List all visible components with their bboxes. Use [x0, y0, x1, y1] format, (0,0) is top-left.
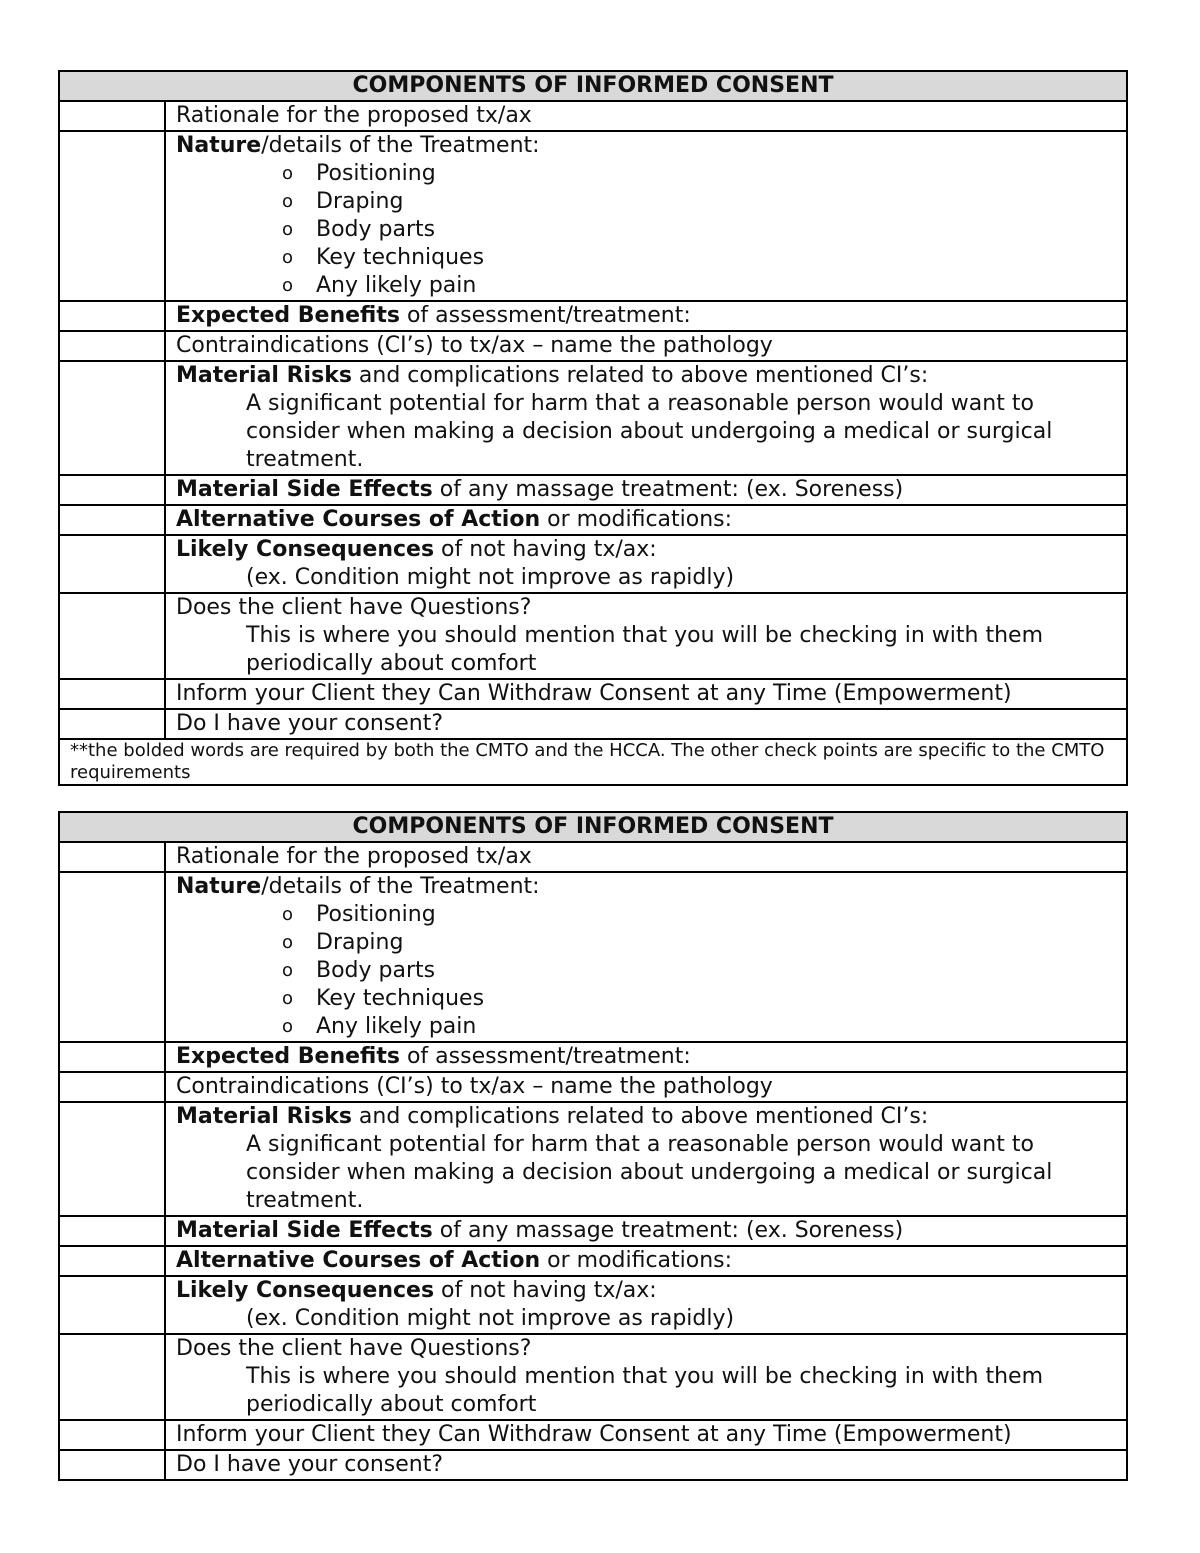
item-text: Likely Consequences of not having tx/ax: (ex. Condition might not improve as rapidly)	[165, 1276, 1127, 1334]
check-cell[interactable]	[59, 679, 165, 709]
item-text: Expected Benefits of assessment/treatment:	[165, 1042, 1127, 1072]
check-cell[interactable]	[59, 1420, 165, 1450]
check-cell[interactable]	[59, 1334, 165, 1420]
row-withdraw	[59, 679, 1127, 709]
bold-term: Nature	[176, 133, 262, 158]
check-cell[interactable]	[59, 1102, 165, 1216]
check-cell[interactable]	[59, 131, 165, 301]
row-consent	[59, 1450, 1127, 1480]
bold-term: Nature	[176, 874, 262, 899]
list-item: o Key techniques	[282, 986, 485, 1011]
item-text: Alternative Courses of Action or modifications:	[165, 1246, 1127, 1276]
bold-term: Material Side Effects	[176, 477, 433, 502]
item-text: Do I have your consent?	[165, 1450, 1127, 1480]
item-detail: A significant potential for harm that a reasonable person would want to consider when making a decision about undergoing a medical or surgical treatment.	[246, 391, 1053, 472]
row-side-effects	[59, 1216, 1127, 1246]
item-text: Rationale for the proposed tx/ax	[165, 842, 1127, 872]
item-text: Material Risks and complications related to above mentioned CI’s: A significant potential for harm that a reasonable person would want to consider when making a decision about undergoing a medical or surgical treatment.	[165, 361, 1127, 475]
consent-checklist-table-1	[58, 70, 1128, 786]
bullet-icon: o	[282, 932, 294, 953]
item-text: Expected Benefits of assessment/treatment:	[165, 301, 1127, 331]
row-consent	[59, 709, 1127, 739]
list-item: o Draping	[282, 189, 404, 214]
item-text: Material Risks and complications related to above mentioned CI’s: A significant potential for harm that a reasonable person would want to consider when making a decision about undergoing a medical or surgical treatment.	[165, 1102, 1127, 1216]
row-benefits	[59, 1042, 1127, 1072]
bold-term: Expected Benefits	[176, 1044, 400, 1069]
check-cell[interactable]	[59, 535, 165, 593]
bullet-icon: o	[282, 988, 294, 1009]
item-text: Does the client have Questions? This is where you should mention that you will be checking in with them periodically about comfort	[165, 593, 1127, 679]
list-item: o Key techniques	[282, 245, 485, 270]
table-header: COMPONENTS OF INFORMED CONSENT	[59, 812, 1127, 842]
check-cell[interactable]	[59, 1216, 165, 1246]
row-alternatives	[59, 1246, 1127, 1276]
row-questions	[59, 1334, 1127, 1420]
item-text: Material Side Effects of any massage treatment: (ex. Soreness)	[165, 475, 1127, 505]
check-cell[interactable]	[59, 593, 165, 679]
treatment-details-list	[176, 901, 1116, 1041]
check-cell[interactable]	[59, 1276, 165, 1334]
list-item: o Body parts	[282, 958, 436, 983]
row-consequences	[59, 1276, 1127, 1334]
check-cell[interactable]	[59, 361, 165, 475]
item-text: Alternative Courses of Action or modifications:	[165, 505, 1127, 535]
item-detail: This is where you should mention that you will be checking in with them periodically about comfort	[246, 1364, 1043, 1417]
bullet-icon: o	[282, 904, 294, 925]
row-side-effects	[59, 475, 1127, 505]
bold-term: Material Risks	[176, 363, 352, 388]
item-text: Inform your Client they Can Withdraw Consent at any Time (Empowerment)	[165, 679, 1127, 709]
item-detail: (ex. Condition might not improve as rapidly)	[246, 565, 735, 590]
list-item: o Positioning	[282, 161, 436, 186]
row-benefits	[59, 301, 1127, 331]
check-cell[interactable]	[59, 1072, 165, 1102]
item-text: Nature/details of the Treatment: o Positioning o Draping o Body parts o Key techniques o Any likely pain	[165, 131, 1127, 301]
list-item: o Positioning	[282, 902, 436, 927]
check-cell[interactable]	[59, 872, 165, 1042]
bullet-icon: o	[282, 163, 294, 184]
list-item: o Draping	[282, 930, 404, 955]
row-risks	[59, 361, 1127, 475]
check-cell[interactable]	[59, 475, 165, 505]
list-item: o Any likely pain	[282, 1014, 477, 1039]
bold-term: Alternative Courses of Action	[176, 507, 541, 532]
bullet-icon: o	[282, 219, 294, 240]
bullet-icon: o	[282, 1016, 294, 1037]
treatment-details-list	[176, 160, 1116, 300]
row-footnote	[59, 739, 1127, 785]
row-risks	[59, 1102, 1127, 1216]
row-contraindications	[59, 331, 1127, 361]
check-cell[interactable]	[59, 331, 165, 361]
list-item: o Any likely pain	[282, 273, 477, 298]
item-text: Inform your Client they Can Withdraw Consent at any Time (Empowerment)	[165, 1420, 1127, 1450]
item-text: Rationale for the proposed tx/ax	[165, 101, 1127, 131]
bullet-icon: o	[282, 960, 294, 981]
row-consequences	[59, 535, 1127, 593]
item-text: Likely Consequences of not having tx/ax: (ex. Condition might not improve as rapidly)	[165, 535, 1127, 593]
check-cell[interactable]	[59, 1042, 165, 1072]
check-cell[interactable]	[59, 101, 165, 131]
item-detail: A significant potential for harm that a reasonable person would want to consider when making a decision about undergoing a medical or surgical treatment.	[246, 1132, 1053, 1213]
row-nature	[59, 872, 1127, 1042]
check-cell[interactable]	[59, 842, 165, 872]
row-contraindications	[59, 1072, 1127, 1102]
item-text: Contraindications (CI’s) to tx/ax – name the pathology	[165, 331, 1127, 361]
bullet-icon: o	[282, 275, 294, 296]
item-text: Contraindications (CI’s) to tx/ax – name the pathology	[165, 1072, 1127, 1102]
row-rationale	[59, 101, 1127, 131]
table-header: COMPONENTS OF INFORMED CONSENT	[59, 71, 1127, 101]
bold-term: Material Side Effects	[176, 1218, 433, 1243]
bold-term: Alternative Courses of Action	[176, 1248, 541, 1273]
footnote: **the bolded words are required by both the CMTO and the HCCA. The other check points are specific to the CMTO requirements	[59, 739, 1127, 785]
bold-term: Likely Consequences	[176, 1278, 435, 1303]
consent-checklist-table-2	[58, 811, 1128, 1481]
row-withdraw	[59, 1420, 1127, 1450]
bullet-icon: o	[282, 247, 294, 268]
row-alternatives	[59, 505, 1127, 535]
item-text: Nature/details of the Treatment: o Positioning o Draping o Body parts o Key techniques o Any likely pain	[165, 872, 1127, 1042]
item-detail: (ex. Condition might not improve as rapidly)	[246, 1306, 735, 1331]
item-text: Do I have your consent?	[165, 709, 1127, 739]
row-rationale	[59, 842, 1127, 872]
check-cell[interactable]	[59, 1246, 165, 1276]
bullet-icon: o	[282, 191, 294, 212]
check-cell[interactable]	[59, 709, 165, 739]
row-nature	[59, 131, 1127, 301]
item-text: Does the client have Questions? This is where you should mention that you will be checking in with them periodically about comfort	[165, 1334, 1127, 1420]
check-cell[interactable]	[59, 1450, 165, 1480]
bold-term: Likely Consequences	[176, 537, 435, 562]
row-questions	[59, 593, 1127, 679]
item-detail: This is where you should mention that you will be checking in with them periodically about comfort	[246, 623, 1043, 676]
item-text: Material Side Effects of any massage treatment: (ex. Soreness)	[165, 1216, 1127, 1246]
check-cell[interactable]	[59, 301, 165, 331]
check-cell[interactable]	[59, 505, 165, 535]
bold-term: Material Risks	[176, 1104, 352, 1129]
list-item: o Body parts	[282, 217, 436, 242]
bold-term: Expected Benefits	[176, 303, 400, 328]
